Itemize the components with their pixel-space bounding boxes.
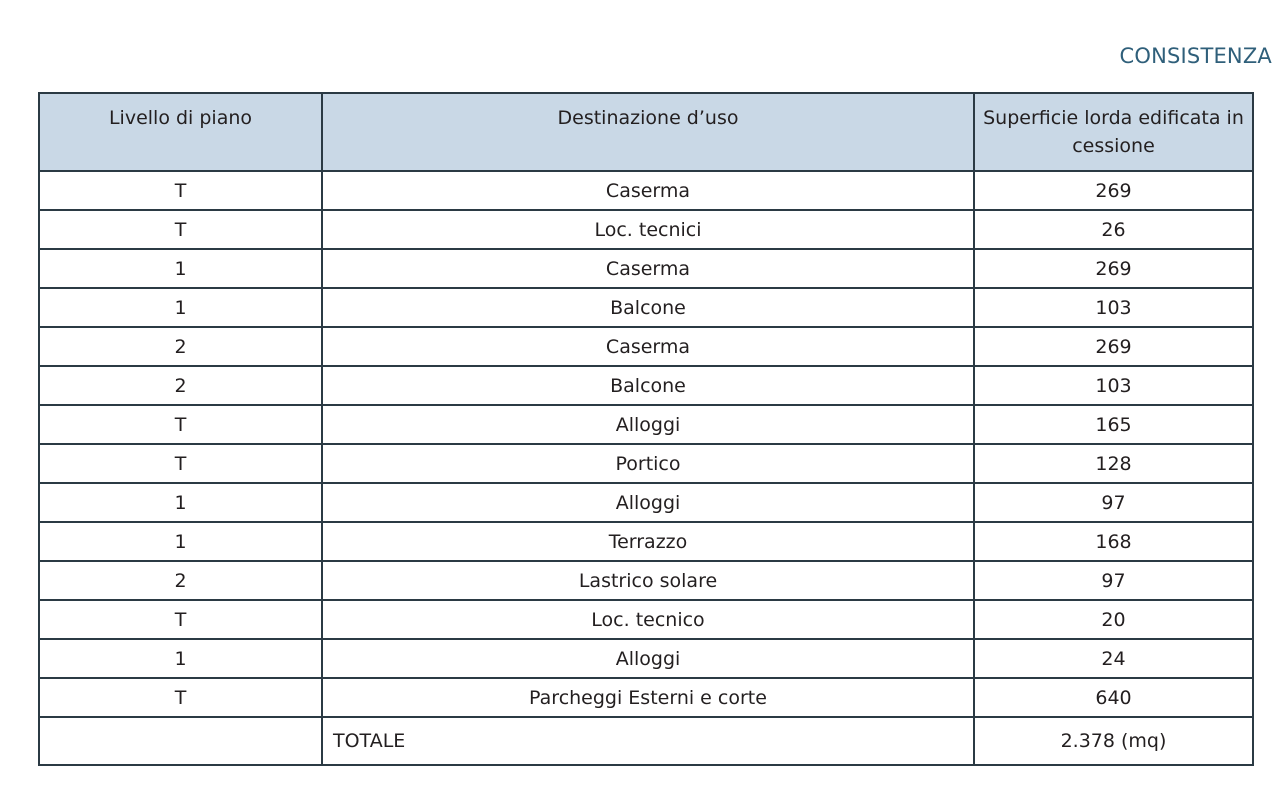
surface-cell: 269 bbox=[974, 249, 1253, 288]
use-cell: Caserma bbox=[322, 171, 974, 210]
use-cell: Balcone bbox=[322, 366, 974, 405]
level-cell: 1 bbox=[39, 288, 322, 327]
table-row bbox=[39, 327, 1253, 366]
use-cell: Alloggi bbox=[322, 405, 974, 444]
level-cell: T bbox=[39, 210, 322, 249]
table-row bbox=[39, 249, 1253, 288]
use-cell: Caserma bbox=[322, 249, 974, 288]
use-cell: Parcheggi Esterni e corte bbox=[322, 678, 974, 717]
use-cell: Caserma bbox=[322, 327, 974, 366]
table-row bbox=[39, 405, 1253, 444]
consistency-table-container bbox=[38, 92, 1252, 766]
surface-cell: 269 bbox=[974, 327, 1253, 366]
header-row bbox=[39, 93, 1253, 171]
level-cell: 2 bbox=[39, 327, 322, 366]
surface-cell: 97 bbox=[974, 483, 1253, 522]
surface-cell: 97 bbox=[974, 561, 1253, 600]
level-cell: 1 bbox=[39, 483, 322, 522]
level-cell: T bbox=[39, 678, 322, 717]
use-cell: Lastrico solare bbox=[322, 561, 974, 600]
table-row bbox=[39, 600, 1253, 639]
table-row bbox=[39, 522, 1253, 561]
use-cell: Alloggi bbox=[322, 483, 974, 522]
use-cell: Portico bbox=[322, 444, 974, 483]
table-body bbox=[39, 171, 1253, 765]
level-cell: T bbox=[39, 600, 322, 639]
surface-cell: 269 bbox=[974, 171, 1253, 210]
table-row bbox=[39, 639, 1253, 678]
surface-cell: 20 bbox=[974, 600, 1253, 639]
surface-cell: 165 bbox=[974, 405, 1253, 444]
table-row bbox=[39, 366, 1253, 405]
table-row bbox=[39, 483, 1253, 522]
table-row bbox=[39, 171, 1253, 210]
surface-cell: 128 bbox=[974, 444, 1253, 483]
section-title: CONSISTENZA bbox=[1119, 44, 1272, 68]
level-cell: 2 bbox=[39, 366, 322, 405]
use-cell: Balcone bbox=[322, 288, 974, 327]
level-cell: T bbox=[39, 405, 322, 444]
header-superficie-lorda: Superficie lorda edificata in cessione bbox=[974, 93, 1253, 171]
surface-cell: 168 bbox=[974, 522, 1253, 561]
total-value-cell: 2.378 (mq) bbox=[974, 717, 1253, 765]
surface-cell: 103 bbox=[974, 288, 1253, 327]
table-row bbox=[39, 561, 1253, 600]
total-level-cell bbox=[39, 717, 322, 765]
header-livello-di-piano: Livello di piano bbox=[39, 93, 322, 171]
table-row bbox=[39, 678, 1253, 717]
use-cell: Alloggi bbox=[322, 639, 974, 678]
total-label-cell: TOTALE bbox=[322, 717, 974, 765]
use-cell: Loc. tecnici bbox=[322, 210, 974, 249]
use-cell: Terrazzo bbox=[322, 522, 974, 561]
level-cell: 1 bbox=[39, 522, 322, 561]
surface-cell: 640 bbox=[974, 678, 1253, 717]
header-destinazione-uso: Destinazione d’uso bbox=[322, 93, 974, 171]
surface-cell: 24 bbox=[974, 639, 1253, 678]
level-cell: 2 bbox=[39, 561, 322, 600]
table-row bbox=[39, 444, 1253, 483]
level-cell: 1 bbox=[39, 639, 322, 678]
table-row bbox=[39, 288, 1253, 327]
total-row bbox=[39, 717, 1253, 765]
table-row bbox=[39, 210, 1253, 249]
table-header bbox=[39, 93, 1253, 171]
surface-cell: 26 bbox=[974, 210, 1253, 249]
level-cell: T bbox=[39, 171, 322, 210]
use-cell: Loc. tecnico bbox=[322, 600, 974, 639]
consistency-table bbox=[38, 92, 1254, 766]
surface-cell: 103 bbox=[974, 366, 1253, 405]
level-cell: 1 bbox=[39, 249, 322, 288]
level-cell: T bbox=[39, 444, 322, 483]
